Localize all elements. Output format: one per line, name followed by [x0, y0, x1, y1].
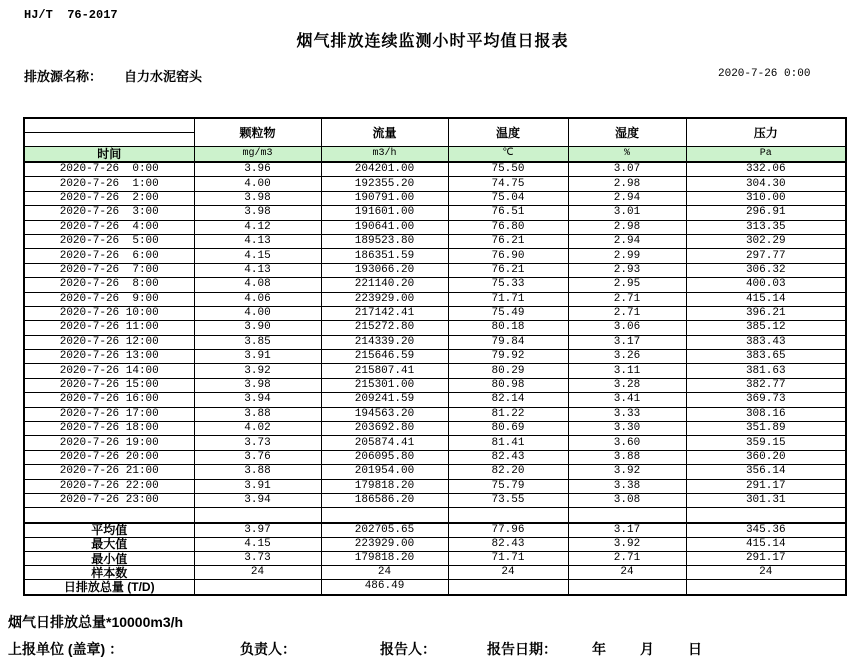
value-cell: 76.21 — [448, 234, 568, 248]
value-cell: 310.00 — [686, 191, 846, 205]
time-cell: 2020-7-26 22:00 — [24, 479, 194, 493]
table-row — [24, 436, 846, 450]
summary-label-cell: 平均值 — [24, 523, 194, 538]
time-header-cell: 时间 — [24, 147, 194, 163]
unit-cell-pm: mg/m3 — [194, 147, 321, 163]
value-cell: 24 — [194, 566, 321, 580]
value-cell: 4.06 — [194, 292, 321, 306]
value-cell: 3.01 — [568, 206, 686, 220]
value-cell — [568, 580, 686, 595]
value-cell: 2.98 — [568, 220, 686, 234]
value-cell: 215646.59 — [321, 350, 448, 364]
table-row — [24, 191, 846, 205]
value-cell: 24 — [568, 566, 686, 580]
value-cell: 383.65 — [686, 350, 846, 364]
time-cell: 2020-7-26 17:00 — [24, 407, 194, 421]
value-cell: 75.49 — [448, 306, 568, 320]
value-cell: 356.14 — [686, 465, 846, 479]
value-cell: 76.90 — [448, 249, 568, 263]
unit-cell-temperature: ℃ — [448, 147, 568, 163]
value-cell: 313.35 — [686, 220, 846, 234]
table-row — [24, 422, 846, 436]
emission-source-name: 自力水泥窑头 — [124, 69, 203, 84]
table-row — [24, 479, 846, 493]
value-cell: 74.75 — [448, 177, 568, 191]
value-cell: 3.26 — [568, 350, 686, 364]
value-cell: 80.69 — [448, 422, 568, 436]
unit-row — [24, 147, 846, 163]
value-cell: 2.71 — [568, 551, 686, 565]
responsible-person-label: 负责人： — [240, 641, 296, 657]
value-cell: 189523.80 — [321, 234, 448, 248]
value-cell — [686, 580, 846, 595]
value-cell: 3.85 — [194, 335, 321, 349]
table-row — [24, 278, 846, 292]
time-cell: 2020-7-26 20:00 — [24, 450, 194, 464]
value-cell: 291.17 — [686, 479, 846, 493]
value-cell: 2.93 — [568, 263, 686, 277]
value-cell: 360.20 — [686, 450, 846, 464]
report-date-label: 报告日期： — [487, 641, 557, 657]
spacer-row — [24, 508, 846, 523]
table-row — [24, 335, 846, 349]
time-cell: 2020-7-26 14:00 — [24, 364, 194, 378]
time-cell: 2020-7-26 23:00 — [24, 493, 194, 507]
value-cell — [194, 580, 321, 595]
value-cell: 203692.80 — [321, 422, 448, 436]
time-cell: 2020-7-26 13:00 — [24, 350, 194, 364]
value-cell: 4.00 — [194, 177, 321, 191]
value-cell: 79.92 — [448, 350, 568, 364]
value-cell: 4.00 — [194, 306, 321, 320]
value-cell: 3.98 — [194, 206, 321, 220]
summary-row — [24, 580, 846, 595]
value-cell: 190641.00 — [321, 220, 448, 234]
time-cell: 2020-7-26 6:00 — [24, 249, 194, 263]
table-row — [24, 378, 846, 392]
value-cell: 3.76 — [194, 450, 321, 464]
value-cell: 73.55 — [448, 493, 568, 507]
summary-rows — [24, 523, 846, 595]
table-row — [24, 350, 846, 364]
time-cell: 2020-7-26 9:00 — [24, 292, 194, 306]
value-cell: 24 — [686, 566, 846, 580]
time-cell: 2020-7-26 15:00 — [24, 378, 194, 392]
value-cell: 4.13 — [194, 263, 321, 277]
value-cell: 223929.00 — [321, 292, 448, 306]
value-cell: 24 — [448, 566, 568, 580]
value-cell: 3.98 — [194, 378, 321, 392]
value-cell: 3.90 — [194, 321, 321, 335]
value-cell: 3.92 — [568, 465, 686, 479]
value-cell: 4.13 — [194, 234, 321, 248]
value-cell: 3.11 — [568, 364, 686, 378]
value-cell: 2.95 — [568, 278, 686, 292]
time-cell: 2020-7-26 1:00 — [24, 177, 194, 191]
header-corner-bottom — [24, 133, 194, 147]
value-cell: 3.91 — [194, 350, 321, 364]
value-cell: 76.51 — [448, 206, 568, 220]
column-header-flow: 流量 — [321, 118, 448, 147]
value-cell: 2.71 — [568, 292, 686, 306]
value-cell: 179818.20 — [321, 551, 448, 565]
value-cell: 385.12 — [686, 321, 846, 335]
value-cell: 396.21 — [686, 306, 846, 320]
value-cell: 3.96 — [194, 162, 321, 177]
value-cell: 75.04 — [448, 191, 568, 205]
value-cell: 191601.00 — [321, 206, 448, 220]
summary-label-cell: 最小值 — [24, 551, 194, 565]
value-cell: 186586.20 — [321, 493, 448, 507]
value-cell: 3.88 — [194, 465, 321, 479]
header-corner-top — [24, 118, 194, 133]
time-cell: 2020-7-26 2:00 — [24, 191, 194, 205]
value-cell: 82.43 — [448, 450, 568, 464]
value-cell: 80.98 — [448, 378, 568, 392]
value-cell: 81.22 — [448, 407, 568, 421]
value-cell: 82.14 — [448, 393, 568, 407]
summary-row — [24, 523, 846, 538]
value-cell: 2.99 — [568, 249, 686, 263]
value-cell: 201954.00 — [321, 465, 448, 479]
value-cell: 3.07 — [568, 162, 686, 177]
value-cell: 4.12 — [194, 220, 321, 234]
value-cell: 179818.20 — [321, 479, 448, 493]
table-row — [24, 206, 846, 220]
value-cell: 291.17 — [686, 551, 846, 565]
value-cell: 306.32 — [686, 263, 846, 277]
value-cell: 3.91 — [194, 479, 321, 493]
value-cell: 76.21 — [448, 263, 568, 277]
value-cell: 3.73 — [194, 436, 321, 450]
value-cell: 3.06 — [568, 321, 686, 335]
value-cell: 2.94 — [568, 234, 686, 248]
table-row — [24, 450, 846, 464]
value-cell: 186351.59 — [321, 249, 448, 263]
table-row — [24, 321, 846, 335]
value-cell: 302.29 — [686, 234, 846, 248]
value-cell: 215272.80 — [321, 321, 448, 335]
value-cell: 71.71 — [448, 551, 568, 565]
value-cell: 223929.00 — [321, 537, 448, 551]
column-header-pm: 颗粒物 — [194, 118, 321, 147]
value-cell: 4.15 — [194, 537, 321, 551]
month-label: 月 — [640, 641, 654, 657]
value-cell: 2.98 — [568, 177, 686, 191]
value-cell: 217142.41 — [321, 306, 448, 320]
value-cell: 3.17 — [568, 335, 686, 349]
value-cell: 82.43 — [448, 537, 568, 551]
value-cell: 383.43 — [686, 335, 846, 349]
summary-label-cell: 日排放总量 (T/D) — [24, 580, 194, 595]
time-cell: 2020-7-26 16:00 — [24, 393, 194, 407]
value-cell: 3.88 — [194, 407, 321, 421]
value-cell: 192355.20 — [321, 177, 448, 191]
value-cell: 345.36 — [686, 523, 846, 538]
value-cell: 382.77 — [686, 378, 846, 392]
table-row — [24, 465, 846, 479]
value-cell: 3.94 — [194, 393, 321, 407]
table-row — [24, 177, 846, 191]
value-cell: 71.71 — [448, 292, 568, 306]
summary-row — [24, 566, 846, 580]
time-cell: 2020-7-26 10:00 — [24, 306, 194, 320]
value-cell: 3.33 — [568, 407, 686, 421]
page-title: 烟气排放连续监测小时平均值日报表 — [296, 33, 569, 50]
value-cell: 80.29 — [448, 364, 568, 378]
time-cell: 2020-7-26 12:00 — [24, 335, 194, 349]
value-cell: 3.17 — [568, 523, 686, 538]
value-cell: 3.92 — [194, 364, 321, 378]
summary-row — [24, 537, 846, 551]
summary-label-cell: 最大值 — [24, 537, 194, 551]
value-cell: 75.33 — [448, 278, 568, 292]
table-row — [24, 263, 846, 277]
value-cell: 3.41 — [568, 393, 686, 407]
value-cell: 205874.41 — [321, 436, 448, 450]
value-cell: 2.71 — [568, 306, 686, 320]
value-cell: 3.88 — [568, 450, 686, 464]
value-cell: 4.15 — [194, 249, 321, 263]
value-cell: 351.89 — [686, 422, 846, 436]
value-cell: 77.96 — [448, 523, 568, 538]
value-cell: 301.31 — [686, 493, 846, 507]
summary-label-cell: 样本数 — [24, 566, 194, 580]
value-cell: 400.03 — [686, 278, 846, 292]
table-row — [24, 364, 846, 378]
value-cell: 415.14 — [686, 292, 846, 306]
value-cell: 308.16 — [686, 407, 846, 421]
column-header-pressure: 压力 — [686, 118, 846, 147]
value-cell: 3.94 — [194, 493, 321, 507]
value-cell: 209241.59 — [321, 393, 448, 407]
unit-cell-flow: m3/h — [321, 147, 448, 163]
value-cell: 202705.65 — [321, 523, 448, 538]
value-cell: 359.15 — [686, 436, 846, 450]
value-cell: 3.28 — [568, 378, 686, 392]
value-cell: 297.77 — [686, 249, 846, 263]
value-cell: 204201.00 — [321, 162, 448, 177]
value-cell: 3.08 — [568, 493, 686, 507]
time-cell: 2020-7-26 4:00 — [24, 220, 194, 234]
value-cell: 369.73 — [686, 393, 846, 407]
value-cell: 381.63 — [686, 364, 846, 378]
value-cell: 3.73 — [194, 551, 321, 565]
value-cell: 486.49 — [321, 580, 448, 595]
table-row — [24, 493, 846, 507]
value-cell: 221140.20 — [321, 278, 448, 292]
value-cell: 3.60 — [568, 436, 686, 450]
value-cell: 193066.20 — [321, 263, 448, 277]
value-cell: 79.84 — [448, 335, 568, 349]
time-cell: 2020-7-26 3:00 — [24, 206, 194, 220]
value-cell: 81.41 — [448, 436, 568, 450]
value-cell: 4.02 — [194, 422, 321, 436]
value-cell: 76.80 — [448, 220, 568, 234]
table-row — [24, 162, 846, 177]
standard-code: HJ/T 76-2017 — [24, 8, 118, 22]
table-row — [24, 249, 846, 263]
time-cell: 2020-7-26 7:00 — [24, 263, 194, 277]
table-row — [24, 292, 846, 306]
reporter-label: 报告人： — [380, 641, 436, 657]
value-cell: 75.79 — [448, 479, 568, 493]
value-cell: 332.06 — [686, 162, 846, 177]
table-row — [24, 306, 846, 320]
time-cell: 2020-7-26 5:00 — [24, 234, 194, 248]
report-datetime: 2020-7-26 0:00 — [718, 68, 811, 80]
value-cell: 75.50 — [448, 162, 568, 177]
hourly-data-rows — [24, 162, 846, 508]
emission-source-label: 排放源名称： — [24, 69, 103, 84]
day-label: 日 — [688, 641, 702, 657]
unit-cell-humidity: % — [568, 147, 686, 163]
table-row — [24, 393, 846, 407]
value-cell: 24 — [321, 566, 448, 580]
summary-row — [24, 551, 846, 565]
table-row — [24, 234, 846, 248]
value-cell: 296.91 — [686, 206, 846, 220]
value-cell — [448, 580, 568, 595]
time-cell: 2020-7-26 11:00 — [24, 321, 194, 335]
time-cell: 2020-7-26 19:00 — [24, 436, 194, 450]
time-cell: 2020-7-26 18:00 — [24, 422, 194, 436]
value-cell: 82.20 — [448, 465, 568, 479]
report-table — [23, 117, 847, 596]
value-cell: 215301.00 — [321, 378, 448, 392]
value-cell: 4.08 — [194, 278, 321, 292]
value-cell: 214339.20 — [321, 335, 448, 349]
time-cell: 2020-7-26 21:00 — [24, 465, 194, 479]
value-cell: 3.97 — [194, 523, 321, 538]
column-header-humidity: 湿度 — [568, 118, 686, 147]
value-cell: 80.18 — [448, 321, 568, 335]
table-row — [24, 407, 846, 421]
value-cell: 206095.80 — [321, 450, 448, 464]
value-cell: 3.38 — [568, 479, 686, 493]
value-cell: 304.30 — [686, 177, 846, 191]
footer-signature-line — [0, 639, 865, 657]
value-cell: 215807.41 — [321, 364, 448, 378]
value-cell: 415.14 — [686, 537, 846, 551]
time-cell: 2020-7-26 8:00 — [24, 278, 194, 292]
value-cell: 2.94 — [568, 191, 686, 205]
value-cell: 3.98 — [194, 191, 321, 205]
value-cell: 194563.20 — [321, 407, 448, 421]
column-header-temperature: 温度 — [448, 118, 568, 147]
year-label: 年 — [592, 641, 606, 657]
table-row — [24, 220, 846, 234]
footer-note: 烟气日排放总量*10000m3/h — [8, 614, 184, 630]
value-cell: 190791.00 — [321, 191, 448, 205]
unit-cell-pressure: Pa — [686, 147, 846, 163]
time-cell: 2020-7-26 0:00 — [24, 162, 194, 177]
emission-source-line — [24, 66, 202, 85]
report-unit-label: 上报单位 (盖章) ： — [8, 641, 124, 657]
value-cell: 3.30 — [568, 422, 686, 436]
value-cell: 3.92 — [568, 537, 686, 551]
